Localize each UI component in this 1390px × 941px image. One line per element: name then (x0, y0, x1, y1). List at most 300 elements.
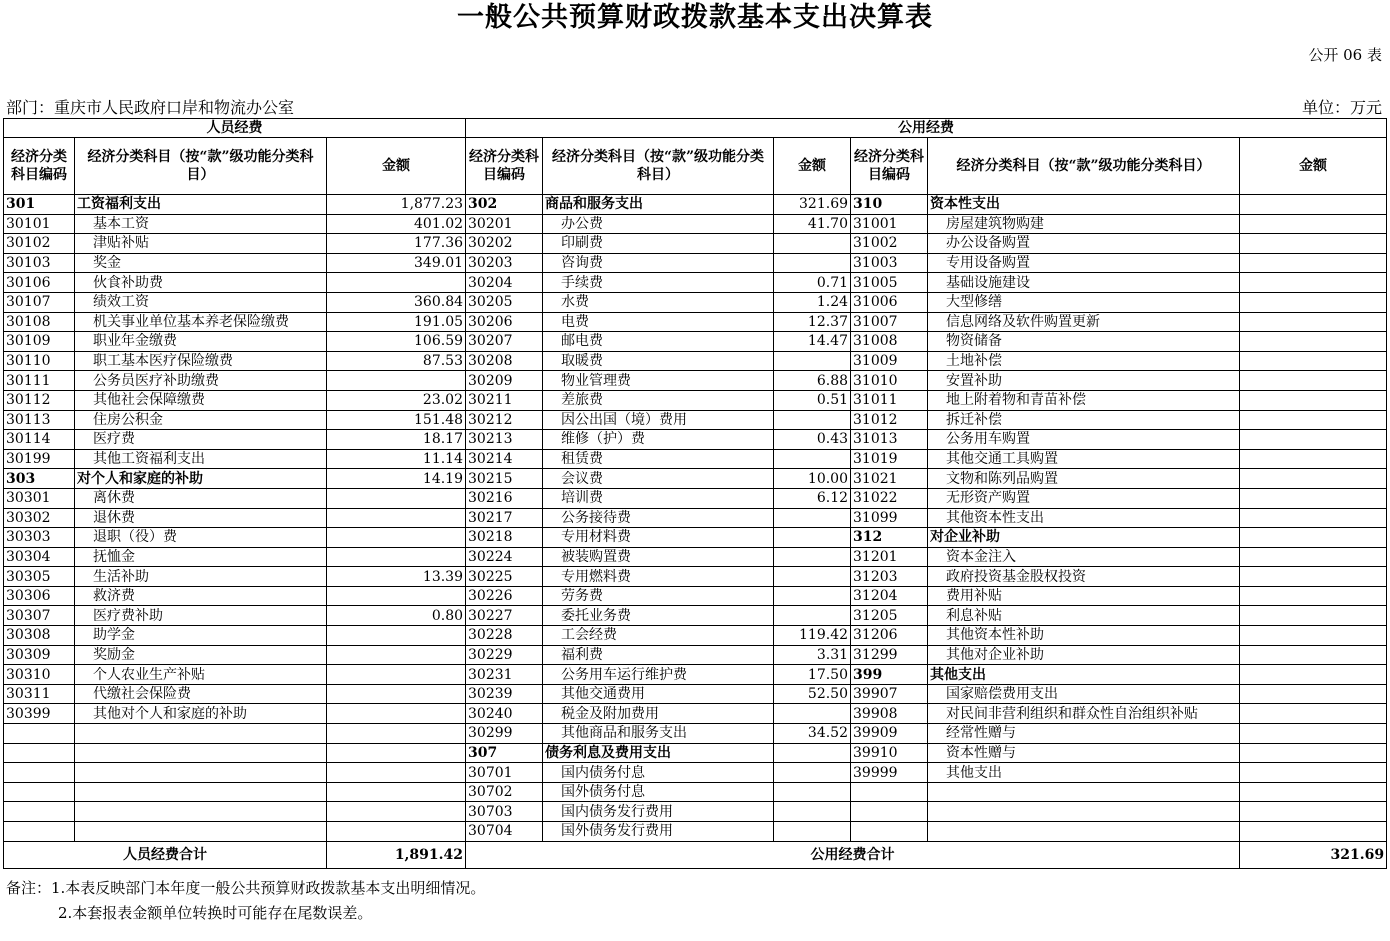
amount-cell (774, 782, 851, 802)
amount-cell (1240, 292, 1387, 312)
code-cell: 31005 (851, 273, 928, 293)
amount-cell (1240, 763, 1387, 783)
item-name-cell: 维修（护）费 (543, 430, 774, 450)
amount-cell: 401.02 (327, 214, 466, 234)
amount-cell (774, 606, 851, 626)
amount-cell (327, 645, 466, 665)
amount-cell (1240, 822, 1387, 842)
code-cell: 30239 (466, 684, 543, 704)
item-name-cell: 取暖费 (543, 351, 774, 371)
col-code-header: 经济分类科目编码 (4, 138, 75, 195)
code-cell: 31206 (851, 626, 928, 646)
code-cell: 39909 (851, 724, 928, 744)
code-cell: 30109 (4, 332, 75, 352)
amount-cell (1240, 410, 1387, 430)
amount-cell (1240, 586, 1387, 606)
public-section-header: 公用经费 (466, 119, 1387, 138)
item-name-cell: 委托业务费 (543, 606, 774, 626)
item-name-cell: 对企业补助 (928, 528, 1240, 548)
item-name-cell: 救济费 (75, 586, 327, 606)
item-name-cell: 生活补助 (75, 567, 327, 587)
item-name-cell: 代缴社会保险费 (75, 684, 327, 704)
item-name-cell: 工会经费 (543, 626, 774, 646)
item-name-cell: 拆迁补偿 (928, 410, 1240, 430)
amount-cell: 0.71 (774, 273, 851, 293)
amount-cell (1240, 234, 1387, 254)
amount-cell: 0.80 (327, 606, 466, 626)
amount-cell: 12.37 (774, 312, 851, 332)
col-amount-header: 金额 (1240, 138, 1387, 195)
amount-cell: 1.24 (774, 292, 851, 312)
amount-cell (1240, 704, 1387, 724)
item-name-cell: 被装购置费 (543, 547, 774, 567)
amount-cell (774, 586, 851, 606)
table-row (4, 802, 1387, 822)
code-cell: 30206 (466, 312, 543, 332)
table-row (4, 626, 1387, 646)
code-cell: 301 (4, 195, 75, 215)
table-row (4, 273, 1387, 293)
amount-cell: 3.31 (774, 645, 851, 665)
item-name-cell: 利息补贴 (928, 606, 1240, 626)
item-name-cell: 资本性支出 (928, 195, 1240, 215)
table-row (4, 665, 1387, 685)
item-name-cell: 土地补偿 (928, 351, 1240, 371)
col-amount-header: 金额 (327, 138, 466, 195)
code-cell: 30113 (4, 410, 75, 430)
item-name-cell: 资本金注入 (928, 547, 1240, 567)
code-cell: 39908 (851, 704, 928, 724)
item-name-cell: 其他支出 (928, 763, 1240, 783)
code-cell: 30110 (4, 351, 75, 371)
item-name-cell: 邮电费 (543, 332, 774, 352)
code-cell: 30309 (4, 645, 75, 665)
item-name-cell (75, 743, 327, 763)
amount-cell: 360.84 (327, 292, 466, 312)
item-name-cell: 房屋建筑物购建 (928, 214, 1240, 234)
amount-cell (327, 371, 466, 391)
code-cell (4, 743, 75, 763)
personnel-total-label: 人员经费合计 (4, 841, 327, 868)
amount-cell: 321.69 (774, 195, 851, 215)
code-cell: 31011 (851, 390, 928, 410)
code-cell: 30704 (466, 822, 543, 842)
amount-cell: 1,877.23 (327, 195, 466, 215)
table-row (4, 822, 1387, 842)
table-row (4, 332, 1387, 352)
code-cell: 30204 (466, 273, 543, 293)
col-name-header: 经济分类科目（按“款”级功能分类科目） (75, 138, 327, 195)
item-name-cell: 大型修缮 (928, 292, 1240, 312)
table-row (4, 547, 1387, 567)
code-cell: 31010 (851, 371, 928, 391)
code-cell: 39907 (851, 684, 928, 704)
table-row (4, 371, 1387, 391)
code-cell: 30205 (466, 292, 543, 312)
amount-cell: 34.52 (774, 724, 851, 744)
item-name-cell: 职业年金缴费 (75, 332, 327, 352)
code-cell: 310 (851, 195, 928, 215)
item-name-cell: 其他对企业补助 (928, 645, 1240, 665)
item-name-cell: 债务利息及费用支出 (543, 743, 774, 763)
amount-cell (1240, 332, 1387, 352)
item-name-cell (928, 802, 1240, 822)
code-cell: 30240 (466, 704, 543, 724)
code-cell: 31201 (851, 547, 928, 567)
item-name-cell: 因公出国（境）费用 (543, 410, 774, 430)
code-cell: 30106 (4, 273, 75, 293)
item-name-cell: 差旅费 (543, 390, 774, 410)
amount-cell (1240, 665, 1387, 685)
code-cell: 30302 (4, 508, 75, 528)
amount-cell (1240, 547, 1387, 567)
code-cell: 30703 (466, 802, 543, 822)
item-name-cell (928, 782, 1240, 802)
code-cell: 30299 (466, 724, 543, 744)
item-name-cell: 手续费 (543, 273, 774, 293)
code-cell: 31002 (851, 234, 928, 254)
item-name-cell: 抚恤金 (75, 547, 327, 567)
code-cell: 30301 (4, 488, 75, 508)
amount-cell: 0.43 (774, 430, 851, 450)
code-cell: 30202 (466, 234, 543, 254)
amount-cell (1240, 469, 1387, 489)
amount-cell (1240, 214, 1387, 234)
table-row (4, 782, 1387, 802)
table-row (4, 763, 1387, 783)
amount-cell (774, 763, 851, 783)
amount-cell: 11.14 (327, 449, 466, 469)
code-cell: 30303 (4, 528, 75, 548)
amount-cell: 151.48 (327, 410, 466, 430)
item-name-cell: 国内债务发行费用 (543, 802, 774, 822)
item-name-cell (75, 782, 327, 802)
code-cell: 31099 (851, 508, 928, 528)
amount-cell (774, 743, 851, 763)
code-cell: 303 (4, 469, 75, 489)
item-name-cell: 奖金 (75, 253, 327, 273)
amount-cell (774, 567, 851, 587)
amount-cell (327, 508, 466, 528)
report-title: 一般公共预算财政拨款基本支出决算表 (457, 2, 933, 33)
code-cell: 30217 (466, 508, 543, 528)
item-name-cell: 离休费 (75, 488, 327, 508)
code-cell: 30215 (466, 469, 543, 489)
amount-cell: 119.42 (774, 626, 851, 646)
item-name-cell: 公务用车购置 (928, 430, 1240, 450)
personnel-total-value: 1,891.42 (327, 841, 466, 868)
amount-cell (1240, 626, 1387, 646)
table-row (4, 724, 1387, 744)
code-cell: 31012 (851, 410, 928, 430)
item-name-cell: 会议费 (543, 469, 774, 489)
amount-cell: 23.02 (327, 390, 466, 410)
item-name-cell: 劳务费 (543, 586, 774, 606)
item-name-cell: 对个人和家庭的补助 (75, 469, 327, 489)
item-name-cell: 其他支出 (928, 665, 1240, 685)
code-cell: 31007 (851, 312, 928, 332)
table-row (4, 195, 1387, 215)
code-cell (851, 802, 928, 822)
code-cell: 31205 (851, 606, 928, 626)
code-cell: 30702 (466, 782, 543, 802)
code-cell: 302 (466, 195, 543, 215)
code-cell: 39999 (851, 763, 928, 783)
code-cell: 30211 (466, 390, 543, 410)
item-name-cell: 福利费 (543, 645, 774, 665)
code-cell (851, 782, 928, 802)
item-name-cell: 基本工资 (75, 214, 327, 234)
item-name-cell: 国内债务付息 (543, 763, 774, 783)
item-name-cell: 经常性赠与 (928, 724, 1240, 744)
amount-cell (1240, 195, 1387, 215)
table-row (4, 312, 1387, 332)
table-row (4, 214, 1387, 234)
code-cell: 30229 (466, 645, 543, 665)
item-name-cell (75, 822, 327, 842)
code-cell: 30231 (466, 665, 543, 685)
code-cell: 30212 (466, 410, 543, 430)
code-cell: 31021 (851, 469, 928, 489)
amount-cell (774, 508, 851, 528)
code-cell: 30218 (466, 528, 543, 548)
amount-cell (327, 547, 466, 567)
item-name-cell: 公务用车运行维护费 (543, 665, 774, 685)
item-name-cell: 税金及附加费用 (543, 704, 774, 724)
table-row (4, 645, 1387, 665)
item-name-cell (928, 822, 1240, 842)
code-cell: 30310 (4, 665, 75, 685)
amount-cell (774, 528, 851, 548)
amount-cell (327, 782, 466, 802)
amount-cell (1240, 390, 1387, 410)
code-cell: 30306 (4, 586, 75, 606)
code-cell: 39910 (851, 743, 928, 763)
item-name-cell: 无形资产购置 (928, 488, 1240, 508)
amount-cell: 6.88 (774, 371, 851, 391)
amount-cell: 17.50 (774, 665, 851, 685)
item-name-cell (75, 763, 327, 783)
col-code-header: 经济分类科目编码 (851, 138, 928, 195)
amount-cell (1240, 488, 1387, 508)
public-total-label: 公用经费合计 (466, 841, 1240, 868)
amount-cell: 177.36 (327, 234, 466, 254)
amount-cell (774, 449, 851, 469)
code-cell (851, 822, 928, 842)
table-row (4, 684, 1387, 704)
item-name-cell: 机关事业单位基本养老保险缴费 (75, 312, 327, 332)
code-cell: 31019 (851, 449, 928, 469)
item-name-cell: 物业管理费 (543, 371, 774, 391)
code-cell: 30225 (466, 567, 543, 587)
amount-cell (1240, 253, 1387, 273)
amount-cell (1240, 273, 1387, 293)
amount-cell (1240, 312, 1387, 332)
table-row (4, 586, 1387, 606)
item-name-cell: 费用补贴 (928, 586, 1240, 606)
col-amount-header: 金额 (774, 138, 851, 195)
code-cell: 30103 (4, 253, 75, 273)
item-name-cell: 办公设备购置 (928, 234, 1240, 254)
code-cell: 31003 (851, 253, 928, 273)
table-row (4, 488, 1387, 508)
amount-cell (1240, 782, 1387, 802)
amount-cell (1240, 645, 1387, 665)
amount-cell (1240, 508, 1387, 528)
item-name-cell: 医疗费补助 (75, 606, 327, 626)
amount-cell (327, 684, 466, 704)
item-name-cell: 奖励金 (75, 645, 327, 665)
amount-cell (327, 763, 466, 783)
table-row (4, 234, 1387, 254)
item-name-cell: 政府投资基金股权投资 (928, 567, 1240, 587)
amount-cell: 349.01 (327, 253, 466, 273)
amount-cell: 13.39 (327, 567, 466, 587)
amount-cell (774, 253, 851, 273)
amount-cell (1240, 684, 1387, 704)
item-name-cell: 专用设备购置 (928, 253, 1240, 273)
code-cell: 31009 (851, 351, 928, 371)
code-cell: 31013 (851, 430, 928, 450)
table-row (4, 292, 1387, 312)
amount-cell (327, 626, 466, 646)
item-name-cell: 培训费 (543, 488, 774, 508)
code-cell: 30213 (466, 430, 543, 450)
code-cell: 31001 (851, 214, 928, 234)
item-name-cell: 职工基本医疗保险缴费 (75, 351, 327, 371)
item-name-cell: 退休费 (75, 508, 327, 528)
note-line-1: 备注：1.本表反映部门本年度一般公共预算财政拨款基本支出明细情况。 (6, 879, 486, 897)
personnel-section-header: 人员经费 (4, 119, 466, 138)
amount-cell: 87.53 (327, 351, 466, 371)
item-name-cell: 其他对个人和家庭的补助 (75, 704, 327, 724)
item-name-cell: 国外债务发行费用 (543, 822, 774, 842)
item-name-cell: 水费 (543, 292, 774, 312)
table-row (4, 430, 1387, 450)
item-name-cell (75, 802, 327, 822)
table-row (4, 606, 1387, 626)
expenditure-table (3, 118, 1387, 869)
code-cell: 30102 (4, 234, 75, 254)
department-label: 部门：重庆市人民政府口岸和物流办公室 (6, 98, 295, 117)
table-row (4, 253, 1387, 273)
amount-cell (327, 704, 466, 724)
note-line-2: 2.本套报表金额单位转换时可能存在尾数误差。 (58, 904, 373, 922)
item-name-cell: 公务接待费 (543, 508, 774, 528)
amount-cell (327, 822, 466, 842)
item-name-cell: 助学金 (75, 626, 327, 646)
amount-cell (327, 724, 466, 744)
code-cell: 30701 (466, 763, 543, 783)
code-cell: 30199 (4, 449, 75, 469)
code-cell (4, 724, 75, 744)
amount-cell (327, 528, 466, 548)
amount-cell (327, 802, 466, 822)
code-cell: 30304 (4, 547, 75, 567)
amount-cell: 6.12 (774, 488, 851, 508)
code-cell: 307 (466, 743, 543, 763)
amount-cell: 14.47 (774, 332, 851, 352)
code-cell: 30227 (466, 606, 543, 626)
table-row (4, 704, 1387, 724)
table-row (4, 567, 1387, 587)
item-name-cell: 其他社会保障缴费 (75, 390, 327, 410)
item-name-cell: 其他商品和服务支出 (543, 724, 774, 744)
item-name-cell: 物资储备 (928, 332, 1240, 352)
code-cell: 30107 (4, 292, 75, 312)
amount-cell: 10.00 (774, 469, 851, 489)
code-cell: 30228 (466, 626, 543, 646)
amount-cell (774, 547, 851, 567)
amount-cell (1240, 430, 1387, 450)
code-cell: 30208 (466, 351, 543, 371)
item-name-cell: 工资福利支出 (75, 195, 327, 215)
item-name-cell: 住房公积金 (75, 410, 327, 430)
item-name-cell: 公务员医疗补助缴费 (75, 371, 327, 391)
amount-cell (327, 273, 466, 293)
code-cell (4, 782, 75, 802)
code-cell: 30308 (4, 626, 75, 646)
code-cell: 30305 (4, 567, 75, 587)
code-cell: 30201 (466, 214, 543, 234)
amount-cell (327, 586, 466, 606)
amount-cell (774, 822, 851, 842)
item-name-cell: 其他资本性补助 (928, 626, 1240, 646)
item-name-cell: 地上附着物和青苗补偿 (928, 390, 1240, 410)
item-name-cell: 资本性赠与 (928, 743, 1240, 763)
table-row (4, 449, 1387, 469)
item-name-cell: 津贴补贴 (75, 234, 327, 254)
amount-cell (327, 488, 466, 508)
item-name-cell: 专用燃料费 (543, 567, 774, 587)
item-name-cell: 国家赔偿费用支出 (928, 684, 1240, 704)
item-name-cell: 安置补助 (928, 371, 1240, 391)
amount-cell: 191.05 (327, 312, 466, 332)
code-cell: 31022 (851, 488, 928, 508)
code-cell: 399 (851, 665, 928, 685)
table-row (4, 351, 1387, 371)
table-row (4, 528, 1387, 548)
item-name-cell: 其他资本性支出 (928, 508, 1240, 528)
item-name-cell: 基础设施建设 (928, 273, 1240, 293)
code-cell: 31008 (851, 332, 928, 352)
amount-cell (1240, 371, 1387, 391)
amount-cell (1240, 351, 1387, 371)
item-name-cell: 医疗费 (75, 430, 327, 450)
amount-cell (1240, 567, 1387, 587)
table-row (4, 743, 1387, 763)
amount-cell: 0.51 (774, 390, 851, 410)
col-name-header: 经济分类科目（按“款”级功能分类科目） (928, 138, 1240, 195)
amount-cell: 41.70 (774, 214, 851, 234)
amount-cell (774, 704, 851, 724)
code-cell: 30114 (4, 430, 75, 450)
code-cell: 30311 (4, 684, 75, 704)
item-name-cell: 租赁费 (543, 449, 774, 469)
item-name-cell: 绩效工资 (75, 292, 327, 312)
item-name-cell: 专用材料费 (543, 528, 774, 548)
amount-cell (327, 665, 466, 685)
amount-cell: 18.17 (327, 430, 466, 450)
code-cell: 30216 (466, 488, 543, 508)
code-cell: 312 (851, 528, 928, 548)
item-name-cell: 其他工资福利支出 (75, 449, 327, 469)
amount-cell (774, 802, 851, 822)
amount-cell (327, 743, 466, 763)
amount-cell (1240, 743, 1387, 763)
code-cell: 30207 (466, 332, 543, 352)
item-name-cell: 印刷费 (543, 234, 774, 254)
